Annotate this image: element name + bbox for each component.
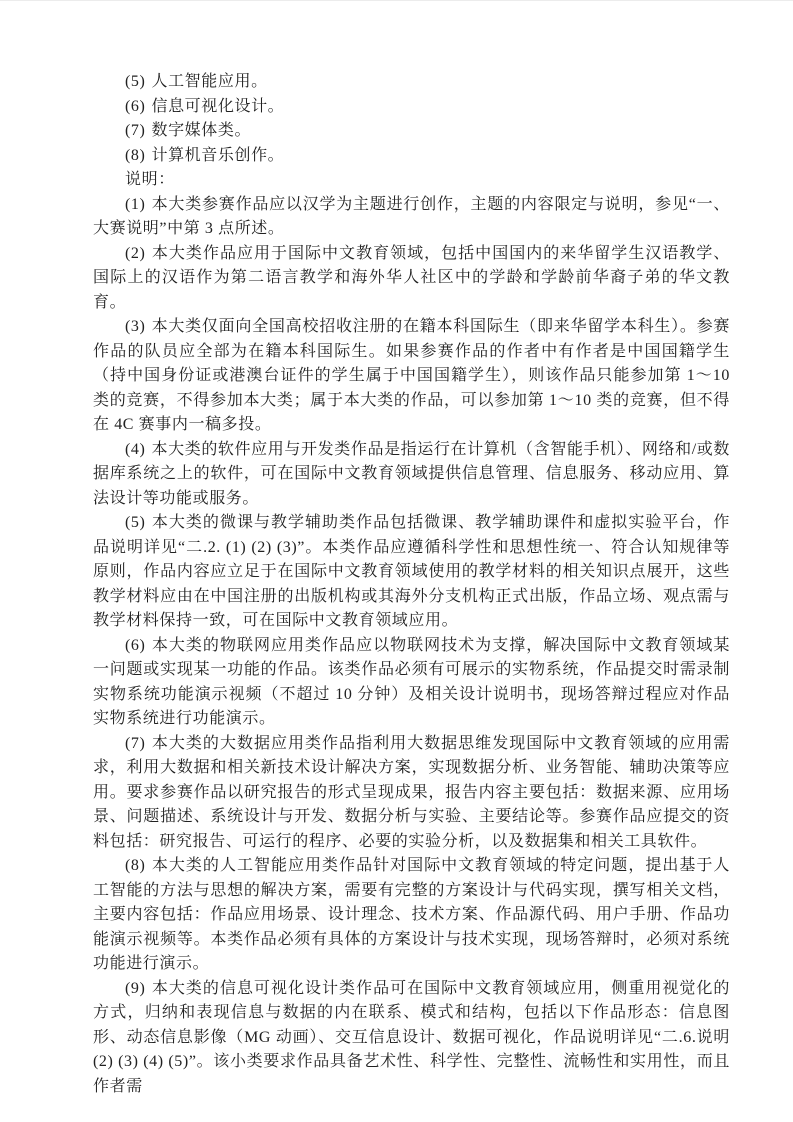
item-text: 人工智能应用。 <box>151 73 268 90</box>
note-text: 本大类仅面向全国高校招收注册的在籍本科国际生（即来华留学本科生）。参赛作品的队员应全部为在籍本科国际生。如果参赛作品的作者中有作者是中国国籍学生（持中国身份证或港澳台证件的学生属于中国国籍学生），则该作品只能参加第 1～10 类的竞赛，不得参加本大类；属于本大类的作品，可以参加第 1～10 类的竞赛，但不得在 4C 赛事内一稿多投。 <box>93 318 730 433</box>
category-item <box>93 95 730 120</box>
note-number: (1) <box>125 195 146 213</box>
note-paragraph <box>93 438 730 512</box>
note-paragraph <box>93 732 730 855</box>
category-item <box>93 119 730 144</box>
note-number: (8) <box>125 857 146 874</box>
note-number: (4) <box>125 440 146 458</box>
note-paragraph <box>93 854 730 977</box>
note-text: 本大类的人工智能应用类作品针对国际中文教育领域的特定问题，提出基于人工智能的方法与思想的解决方案，需要有完整的方案设计与代码实现，撰写相关文档，主要内容包括：作品应用场景、设计理念、技术方案、作品源代码、用户手册、作品功能演示视频等。本类作品必须有具体的方案设计与技术实现，现场答辩时，必须对系统功能进行演示。 <box>93 857 730 972</box>
note-paragraph <box>93 315 730 438</box>
category-item <box>93 70 730 95</box>
note-number: (3) <box>125 318 146 335</box>
item-text: 信息可视化设计。 <box>151 97 285 115</box>
item-number: (5) <box>125 73 146 90</box>
document-body <box>93 70 730 1099</box>
note-number: (6) <box>125 636 146 654</box>
note-paragraph <box>93 242 730 316</box>
note-number: (9) <box>125 979 146 997</box>
note-number: (2) <box>125 244 146 262</box>
item-number: (8) <box>125 146 146 164</box>
note-number: (5) <box>125 514 146 531</box>
note-text: 本大类的微课与教学辅助类作品包括微课、教学辅助课件和虚拟实验平台，作品说明详见“二.2. (1) (2) (3)”。本类作品应遵循科学性和思想性统一、符合认知规律等原则，作品内容应立足于在国际中文教育领域使用的教学材料的相关知识点展开，这些教学材料应由在中国注册的出版机构或其海外分支机构正式出版，作品立场、观点需与教学材料保持一致，可在国际中文教育领域应用。 <box>93 514 730 629</box>
note-text: 本大类的软件应用与开发类作品是指运行在计算机（含智能手机）、网络和/或数据库系统之上的软件，可在国际中文教育领域提供信息管理、信息服务、移动应用、算法设计等功能或服务。 <box>93 440 730 507</box>
note-text: 本大类作品应用于国际中文教育领域，包括中国国内的来华留学生汉语教学、国际上的汉语作为第二语言教学和海外华人社区中的学龄和学龄前华裔子弟的华文教育。 <box>93 244 730 311</box>
notes-heading: 说明： <box>125 171 175 188</box>
item-text: 计算机音乐创作。 <box>151 146 285 164</box>
note-paragraph <box>93 193 730 242</box>
note-text: 本大类的大数据应用类作品指利用大数据思维发现国际中文教育领域的应用需求，利用大数据和相关新技术设计解决方案，实现数据分析、业务智能、辅助决策等应用。要求参赛作品以研究报告的形式呈现成果，报告内容主要包括：数据来源、应用场景、问题描述、系统设计与开发、数据分析与实验、主要结论等。参赛作品应提交的资料包括：研究报告、可运行的程序、必要的实验分析，以及数据集和相关工具软件。 <box>93 734 730 850</box>
item-number: (6) <box>125 97 146 115</box>
item-text: 数字媒体类。 <box>151 122 252 139</box>
category-item <box>93 144 730 169</box>
note-paragraph <box>93 634 730 732</box>
note-number: (7) <box>125 734 146 752</box>
note-text: 本大类参赛作品应以汉学为主题进行创作，主题的内容限定与说明，参见“一、大赛说明”中第 3 点所述。 <box>93 195 730 237</box>
note-text: 本大类的信息可视化设计类作品可在国际中文教育领域应用，侧重用视觉化的方式，归纳和表现信息与数据的内在联系、模式和结构，包括以下作品形态：信息图形、动态信息影像（MG 动画）、交互信息设计、数据可视化，作品说明详见“二.6.说明 (2) (3) (4) (5)”。该小类要求作品具备艺术性、科学性、完整性、流畅性和实用性，而且作者需 <box>93 979 730 1095</box>
item-number: (7) <box>125 122 146 139</box>
note-paragraph <box>93 977 730 1100</box>
note-paragraph <box>93 511 730 634</box>
note-text: 本大类的物联网应用类作品应以物联网技术为支撑，解决国际中文教育领域某一问题或实现某一功能的作品。该类作品必须有可展示的实物系统，作品提交时需录制实物系统功能演示视频（不超过 10 分钟）及相关设计说明书，现场答辩过程应对作品实物系统进行功能演示。 <box>93 636 730 727</box>
